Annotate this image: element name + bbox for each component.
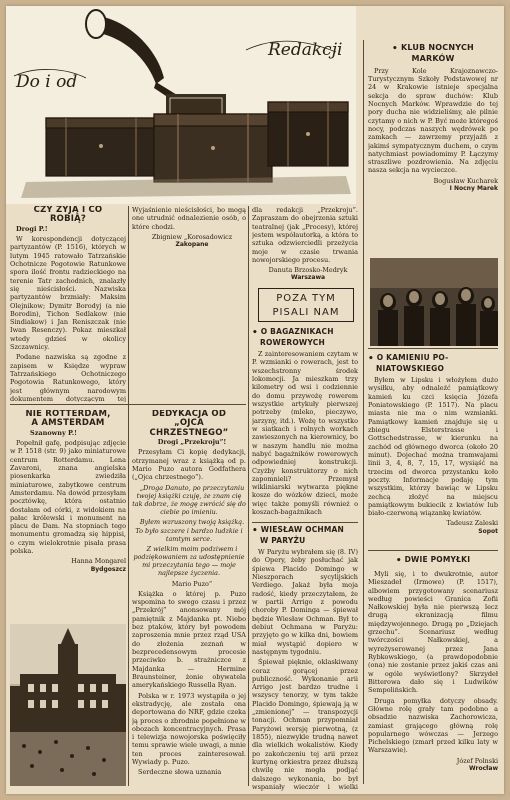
- article-paragraph: Śpiewał pięknie, oklaskiwany coraz gorącej przez publiczność. Wykonanie arii Arrigo jest bardzo trudne i wszyscy tenorzy, w tym także Placido Domingo, śpiewają ją w „zmienionej” — transpozycji tonacji. Ochman przypomniał Paryżowi wersję pierwotną, (z 1855), niezwykle trudną nawet dla wielkich wokalistów. Kiedy po zakończeniu tej arii przez kurtynę orkiestra przez dłuższą chwilę nie mogła podjąć dalszego wykonania, bo był wspaniały wieczór i wielki: [252, 658, 358, 791]
- article-o-kamieniu-poniatowskiego: [368, 354, 498, 544]
- article-do-redakcji: [252, 206, 358, 284]
- bullet-icon: •: [252, 328, 258, 338]
- amsterdam-dam-square-photo: [10, 624, 126, 786]
- bullet-icon: •: [252, 526, 258, 536]
- article-paragraph: Podane nazwiska są zgodne z zapisem w Księdze wypraw Tatrzańskiego Ochotniczego Pogotowia Ratunkowego, który jest głównym narodowym dokumentem dotyczącym tej: [10, 353, 126, 402]
- dedication-quote: Byłem wzruszony twoją książką. To było szczere i bardzo ludzkie i tamtym serce.: [135, 518, 245, 543]
- article-title: CZY ŻYJĄ I CO ROBIĄ?: [33, 206, 103, 225]
- article-title: • O BAGAŻNIKACH ROWEROWYCH: [252, 328, 334, 347]
- bullet-icon: •: [395, 556, 402, 566]
- article-paragraph: Z zainteresowaniem czytam w P. wzmianki o rowerach, jest to wszechstronny środek lokomocji. Ja mieszkam trzy kilometry od wsi i codziennie do domu przywożę rowerem wszystkie artykuły pierwszej potrzeby (mleko, pieczywo, jarzyny, itd.). Wożę to wszystko w siatkach i rolnych workach zawieszonych na kierownicy, bo w naszym handlu nie można nabyć bagażników rowerowych odpowiedniej konstrukcji. Czyżby konstruktorzy o nich zapomnieli? Przemysł wikliniarski wytwarza piękne kosze do wózków dzieci, może więc także pomyśli również o koszach-bagażnikach: [252, 350, 358, 517]
- article-signature: Józef Polnski Wrocław: [456, 756, 498, 772]
- article-paragraph: Popełnił gafę, podpisując zdjęcie w P. 1518 (str. 9) jako miniaturowe centrum Rotterdamu. Lena Zavaroni, znana angielska piosenkarka zwiedziła miniaturowe, zabytkowe centrum Amsterdamu. Na dowód przesyłam pocztówkę, która ostatnio dostałam od córki, z widokiem na pałac królewski i monument na placu de Dam. Na stopniach tego monumentu gromadzą się hippisi, o czym wielokrotnie pisała prasa polska.: [10, 439, 126, 556]
- header-script-left: Do i od: [16, 72, 78, 92]
- article-title: • WIESŁAW OCHMAN W PARYŻU: [252, 526, 345, 545]
- gramophone-and-trunks-drawing: [6, 6, 356, 204]
- article-signature: Danuta Brzosko-Medryk Warszawa: [268, 266, 348, 282]
- article-signature: Tadeusz Zaleski Sopot: [446, 519, 498, 535]
- article-signature: Bogusław Kucharek I Nocny Marek: [433, 176, 498, 192]
- article-paragraph: Myli się, i to dwukrotnie, autor Mieszadeł (Irmowe) (P. 1517), albowiem przygotowany scenariusz według powieści Granica Zofii Nałkowskiej była nie pierwszą lecz drugą ekranizacją filmu międzywojennego. Drugą po „Dziejach grzechu”. Scenariusz według twórczości Nałkowskiej, a wyreżyserowanej przez Jana Rybkowskiego, (a prawdopodobnie (ona) nie zostanie przez jakiś czas ani w ogóle wyświetlony? Skrzydeł Bitterowa dało się i Ludwików Sempolińskich.: [368, 569, 498, 695]
- article-salutation: Szanowny P.!: [30, 428, 77, 437]
- article-title: NIE ROTTERDAM, A AMSTERDAM: [25, 410, 111, 429]
- header-illustration: [6, 6, 356, 204]
- article-paragraph: Przesyłam Ci kopię dedykacji, otrzymanej wraz z książką od p. Mario Puzo autora Godfathera („Ojca chrzestnego”).: [132, 448, 246, 482]
- article-paragraph: Byłem w Lipsku i włożyłem dużo wysiłku, aby odnaleźć pamiątkowy kamień ku czci księcia Józefa Poniatowskiego (P. 1517). Na placu miasta nie ma o nim wzmianki. Pamiątkowy kamień znajduje się u zbiegu Elsterstrasse i Gottschedstrasse, w kierunku na zachód od głównego dworca (około 20 minut). Dojechać można tramwajami linii 3, 4, 8, 7, 15, 17, wysiąść na trzecim od dworca przystanku koło poczty. Informacje podaję tym wszystkim, którzy bawiąc w Lipsku zechcą złożyć na miejscu pamiątkowym bukiecik z kwiatów lub biało-czerwoną wiązankę kwiatów.: [368, 376, 498, 518]
- article-signature: Hanna Mongarel Bydgoszcz: [71, 557, 126, 573]
- article-title: DEDYKACJA OD „OJCA CHRZESTNEGO”: [149, 410, 229, 438]
- article-o-bagaznikach: [252, 328, 358, 518]
- article-wieslaw-ochman: [252, 526, 358, 792]
- section-poza-tym-pisali-nam: POZA TYM PISALI NAM: [258, 288, 354, 322]
- article-czy-zyja-continued: [132, 206, 246, 402]
- article-czy-zyja: [10, 206, 126, 402]
- header-script-right: Redakcji: [268, 40, 343, 60]
- article-paragraph: W korespondencji dotyczącej partyzantów (P. 1516), których w lutym 1945 ratowało Tatrzańskie Ochotnicze Pogotowie Ratunkowe spora ilość frontu radzieckiego na terenie Tatr zachodnich, znalazły się nieścisłości. Nazwiska partyzantów brzmiały: Maksim Olejnikow; Dymitr Borodyj (a nie Borodin), Tichon Sedlakow (nie Sindiakow) i Jan Reniszczak (nie Iwan Resenczy). Pokaz mieszkał wtedy gdzieś w okolicy Szczawnicy.: [10, 235, 126, 352]
- dedication-quote: „Droga Danuto, po przeczytaniu twojej książki czuję, że znam cię tak dobrze, że mogę zwrócić się do ciebie po imieniu.: [132, 483, 246, 517]
- article-paragraph: Wyjaśnienie nieścisłości, bo mogą one utrudnić odnalezienie osób, o które chodzi.: [132, 206, 246, 231]
- article-paragraph: Druga pomyłka dotyczy obsady. Główne rolę grały tam podobno a obsadzie nazwiska Zachorowicza, zamiast grającego główną rolę popularnego wówczas — Jerzego Pichelskiego (zmarł przed kilku laty w Warszawie).: [368, 696, 498, 755]
- article-title: • KLUB NOCNYCH MARKÓW: [392, 44, 474, 63]
- dedication-signature: Mario Puzo”: [171, 579, 213, 588]
- article-dedykacja: [132, 410, 246, 792]
- article-title: • DWIE POMYŁKI: [395, 556, 471, 566]
- bullet-icon: •: [392, 44, 398, 54]
- article-dwie-pomylki: [368, 556, 498, 792]
- article-paragraph: Przy Kole Krajoznawczo-Turystycznym Szkoły Podstawowej nr 24 w Krakowie istnieje specjalna sekcja do spraw duchów: Klub Nocnych Marków. Wprawdzie do tej pory ducha nie widzieliśmy, ale pilnie czytamy o nich w P. Być może któregoś nocy, podczas naszych wędrówek po zamkach — zawrzemy przyjaźń z jakimś sympatycznym duchem, o czym natychmiast powiadomimy P. Łączymy straszliwe pozdrowienia. Na zdjęciu nasza sekcja na wycieczce.: [368, 66, 498, 175]
- klub-group-photo: [370, 258, 498, 346]
- article-title: • O KAMIENIU PO- NIATOWSKIEGO: [368, 354, 449, 373]
- article-salutation: Drogi P.!: [16, 224, 48, 233]
- bullet-icon: •: [368, 354, 374, 364]
- dedication-quote: Z wielkim moim podziwem i podziękowaniem za udostępnienie mi przeczytania tego — moje najlepsze życzenia.: [133, 544, 245, 578]
- article-salutation: Drogi „Przekroju”!: [157, 438, 227, 447]
- article-paragraph: Serdeczne słowa uznania: [138, 768, 222, 777]
- article-paragraph: Polska w r. 1973 wystąpiła o jej ekstradycję, ale została ona deportowana do NRF, gdzie czeka ją proces o zbrodnie popełnione w obozach koncentracyjnych. Prasa i telewizja nowojorska poświęciły temu sprawie wiele uwagi, a mnie ten proces zainteresował. Wywiady p. Puzo.: [132, 691, 246, 767]
- article-paragraph: W Paryżu wybrałem się (8. IV) do Opery, żeby posłuchać jak śpiewa Placido Domingo w Nieszporach sycylijskich Verdiego. Jakaż była moja radość, kiedy przeczytałem, że w partii Arrigo z powodu choroby P. Dominga — śpiewał będzie Wiesław Ochman. Był to debiut Ochmana w Paryżu: przyjęto go w kilka dni, bowiem miał wystąpić dopiero w następnym tygodniu.: [252, 548, 358, 656]
- article-signature: Zbigniew „Korosadowicz Zakopane: [151, 232, 233, 249]
- article-paragraph: dla redakcji „Przekroju”. Zapraszam do obejrzenia sztuki teatralnej (jak „Procesy), której jestem współautorką, a która to sztuka odzwierciedli przeżycia moje w czasie trwania nowojorskiego procesu.: [252, 206, 358, 264]
- article-paragraph: Książka o której p. Puzo wspomina to swego czasu i przez „Przekrój” anonsowany mój pamiętnik z Majdanka pt. Niebo bez ptaków, który był powodem zaproszenia mnie przez rząd USA do złożenia zeznań w bezprecedensowym procesie przeciwko b. strażniczce z Majdanka — Hermine Braunsteiner, żonie obywatela amerykańskiego Russella Ryan.: [132, 589, 246, 690]
- article-nie-rotterdam: [10, 410, 126, 620]
